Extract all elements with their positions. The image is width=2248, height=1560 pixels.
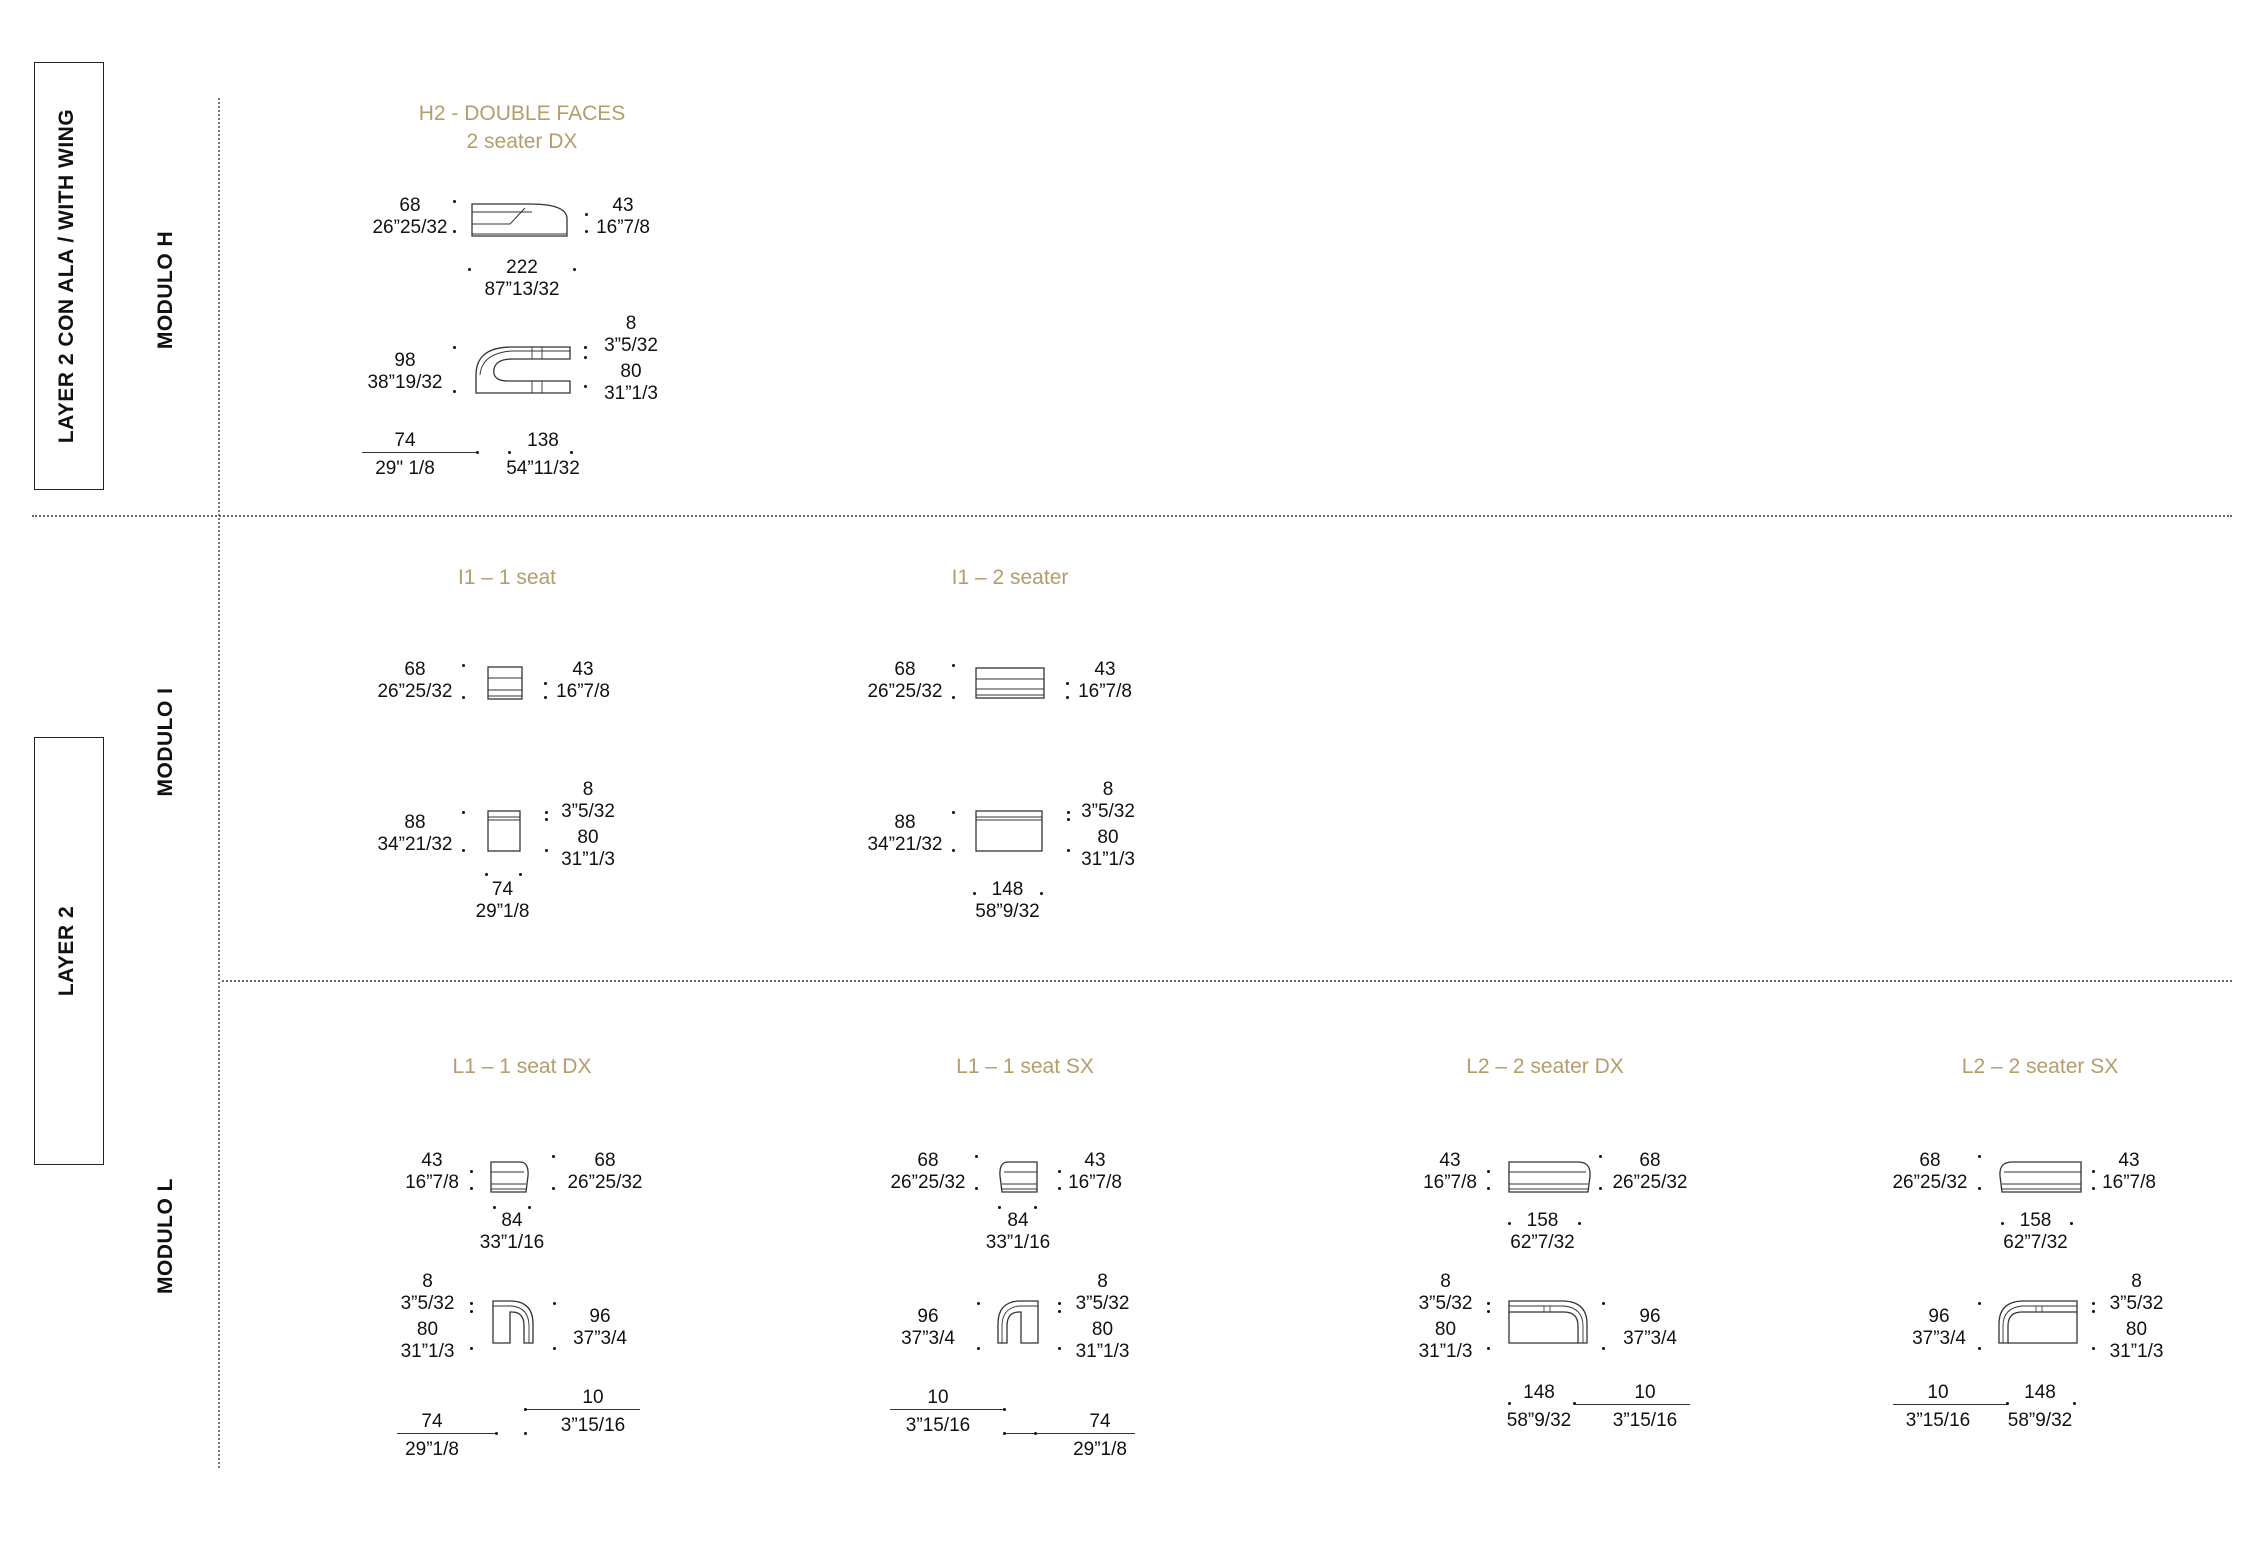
- dim-dot: [462, 811, 465, 814]
- l2-dx-dim-plan-depth: [1605, 1306, 1695, 1350]
- dim-dot: [485, 873, 488, 876]
- dim-inch: 16”7/8: [1078, 681, 1132, 702]
- dim-dot: [977, 1347, 980, 1350]
- dim-cm: 88: [404, 812, 426, 833]
- dim-cm: 68: [404, 659, 426, 680]
- dim-dot: [519, 873, 522, 876]
- dim-dot: [470, 1187, 473, 1190]
- dim-inch: 3”15/16: [905, 1415, 971, 1436]
- dim-inch: 58”9/32: [2007, 1410, 2073, 1431]
- l2-dx-title: L2 – 2 seater DX: [1466, 1055, 1624, 1078]
- module-label-i: MODULO I: [154, 687, 177, 797]
- l2-dx-dim-overhang: [1600, 1382, 1690, 1432]
- vertical-separator: [218, 98, 220, 1468]
- dim-cm: 80: [2125, 1319, 2148, 1340]
- dim-cm: 80: [1097, 827, 1119, 848]
- l1-dx-dim-seat: [380, 1319, 475, 1363]
- dim-inch: 54”11/32: [506, 458, 580, 479]
- dim-cm: 80: [1091, 1319, 1114, 1340]
- dim-dot: [470, 1347, 473, 1350]
- dim-cm: 148: [1523, 1382, 1555, 1403]
- corner-seat-top-view-icon: [997, 1300, 1039, 1344]
- h2-dim-width: [472, 257, 572, 301]
- dim-inch: 26”25/32: [1892, 1172, 1968, 1193]
- dim-inch: 33”1/16: [479, 1232, 545, 1253]
- dim-inch: 3”5/32: [400, 1293, 455, 1314]
- l2-sx-title: L2 – 2 seater SX: [1961, 1055, 2119, 1078]
- l1-sx-dim-plan-depth: [888, 1306, 968, 1350]
- dim-cm: 96: [1639, 1306, 1661, 1327]
- dim-cm: 80: [577, 827, 599, 848]
- dim-cm: 158: [2019, 1210, 2052, 1231]
- dim-cm: 84: [1007, 1210, 1029, 1231]
- dim-cm: 43: [2118, 1150, 2140, 1171]
- i1-2-dim-arm: [1068, 779, 1148, 823]
- dim-inch: 33”1/16: [985, 1232, 1051, 1253]
- h2-dim-depth: [360, 195, 460, 239]
- dim-cm: 96: [589, 1306, 611, 1327]
- dim-inch: 26”25/32: [867, 681, 943, 702]
- dim-inch: 29”1/8: [475, 901, 530, 922]
- separator-h-i: [32, 515, 2232, 517]
- l1-dx-dim-overhang: [548, 1387, 638, 1437]
- dim-cm: 8: [1097, 1271, 1108, 1292]
- l2-sx-dim-plan-depth: [1898, 1306, 1980, 1350]
- dim-cm: 74: [1089, 1411, 1111, 1432]
- dim-dot: [1034, 1206, 1037, 1209]
- dim-cm: 222: [506, 257, 538, 278]
- l1-dx-dim-seat-width: [392, 1411, 472, 1461]
- sofa-top-view-icon: [975, 810, 1043, 852]
- l1-dx-dim-arm: [380, 1271, 475, 1315]
- dim-dot: [975, 1187, 978, 1190]
- h2-title-1: H2 - DOUBLE FACES: [418, 102, 626, 125]
- dim-inch: 16”7/8: [1068, 1172, 1122, 1193]
- h2-dim-arm: [586, 313, 676, 357]
- dim-dot: [462, 849, 465, 852]
- corner-sofa-top-view-icon: [1508, 1300, 1588, 1344]
- dim-dot: [1003, 1432, 1006, 1435]
- dim-cm: 43: [1439, 1150, 1461, 1171]
- dim-dot: [453, 200, 456, 203]
- dim-dot: [952, 696, 955, 699]
- corner-sofa-side-view-icon: [1508, 1158, 1592, 1194]
- dim-inch: 31”1/3: [2109, 1341, 2164, 1362]
- dim-cm: 96: [1928, 1306, 1950, 1327]
- dim-inch: 62”7/32: [1510, 1232, 1575, 1253]
- sofa-side-view-icon: [975, 667, 1045, 699]
- i1-1-dim-depth: [365, 659, 465, 703]
- h2-dim-body: [495, 430, 591, 480]
- dim-cm: 43: [1084, 1150, 1106, 1171]
- h2-title-2: 2 seater DX: [466, 130, 578, 153]
- dim-dot: [1487, 1347, 1490, 1350]
- l2-sx-dim-depth: [1880, 1150, 1980, 1194]
- seat-top-view-icon: [487, 810, 521, 852]
- dim-cm: 8: [2131, 1271, 2142, 1292]
- dim-dot: [1487, 1310, 1490, 1313]
- dim-dot: [528, 1206, 531, 1209]
- dim-inch: 3”15/16: [1612, 1410, 1678, 1431]
- dim-dot: [1602, 1302, 1605, 1305]
- l2-sx-dim-overhang: [1893, 1382, 1983, 1432]
- dim-cm: 8: [422, 1271, 433, 1292]
- dim-cm: 148: [2024, 1382, 2056, 1403]
- dim-dot: [1487, 1302, 1490, 1305]
- dim-dot: [977, 1302, 980, 1305]
- l1-sx-dim-seat: [1060, 1319, 1145, 1363]
- dim-dot: [468, 268, 471, 271]
- dim-dot: [952, 811, 955, 814]
- dim-inch: 62”7/32: [2003, 1232, 2068, 1253]
- layer-label-bottom: LAYER 2: [55, 905, 78, 997]
- dim-inch: 26”25/32: [1612, 1172, 1688, 1193]
- dim-dot: [462, 696, 465, 699]
- l1-sx-dim-arm: [1060, 1271, 1145, 1315]
- dim-inch: 26”25/32: [372, 217, 448, 238]
- dim-inch: 3”5/32: [1075, 1293, 1130, 1314]
- dim-inch: 29”1/8: [405, 1439, 459, 1460]
- dim-inch: 58”9/32: [975, 901, 1040, 922]
- dim-dot: [1487, 1170, 1490, 1173]
- i1-1-dim-height: [548, 659, 618, 703]
- dim-inch: 31”1/3: [561, 849, 615, 870]
- dim-inch: 16”7/8: [556, 681, 610, 702]
- dim-dot: [573, 268, 576, 271]
- dim-cm: 96: [917, 1306, 939, 1327]
- dim-cm: 158: [1526, 1210, 1559, 1231]
- i1-1-dim-width: [455, 879, 550, 923]
- dim-dot: [524, 1408, 527, 1411]
- i1-2-dim-width: [960, 879, 1055, 923]
- dim-inch: 34”21/32: [867, 834, 943, 855]
- corner-sofa-top-view-icon: [1998, 1300, 2078, 1344]
- corner-seat-side-view-icon: [998, 1158, 1038, 1194]
- dim-inch: 38”19/32: [367, 372, 443, 393]
- dim-inch: 31”1/3: [400, 1341, 455, 1362]
- dim-inch: 29" 1/8: [375, 458, 435, 479]
- dim-cm: 80: [620, 361, 642, 382]
- dim-dot: [1978, 1347, 1981, 1350]
- dim-cm: 68: [917, 1150, 939, 1171]
- dim-inch: 16”7/8: [405, 1172, 459, 1193]
- dim-inch: 3”5/32: [1418, 1293, 1473, 1314]
- dim-inch: 3”5/32: [561, 801, 615, 822]
- dim-inch: 58”9/32: [1506, 1410, 1572, 1431]
- l2-dx-dim-height: [1405, 1150, 1495, 1194]
- dim-dot: [453, 346, 456, 349]
- l2-sx-dim-height: [2094, 1150, 2164, 1194]
- dim-dot: [544, 682, 547, 685]
- sofa-top-view-icon: [472, 345, 572, 395]
- dim-cm: 43: [1094, 659, 1116, 680]
- dim-cm: 8: [582, 779, 594, 800]
- i1-2-title: I1 – 2 seater: [951, 566, 1069, 589]
- l1-sx-dim-width: [968, 1210, 1068, 1254]
- dim-inch: 37”3/4: [573, 1328, 627, 1349]
- dim-cm: 74: [421, 1411, 443, 1432]
- dim-dot: [495, 1432, 498, 1435]
- dim-inch: 37”3/4: [1912, 1328, 1966, 1349]
- separator-i-l: [222, 980, 2232, 982]
- l2-sx-dim-seat: [2094, 1319, 2179, 1363]
- l2-sx-dim-arm: [2094, 1271, 2179, 1315]
- dim-cm: 43: [572, 659, 594, 680]
- dim-inch: 37”3/4: [901, 1328, 955, 1349]
- dim-inch: 3”5/32: [2109, 1293, 2164, 1314]
- dim-dot: [470, 1310, 473, 1313]
- l2-dx-dim-arm: [1398, 1271, 1493, 1315]
- dim-dot: [1003, 1408, 1006, 1411]
- dim-inch: 26”25/32: [890, 1172, 966, 1193]
- l2-dx-dim-seat: [1398, 1319, 1493, 1363]
- l1-dx-title: L1 – 1 seat DX: [452, 1055, 592, 1078]
- l2-sx-dim-width: [1988, 1210, 2083, 1254]
- dim-cm: 68: [1639, 1150, 1661, 1171]
- dim-cm: 138: [527, 430, 559, 451]
- l2-sx-dim-seat-width: [1995, 1382, 2085, 1432]
- dim-dot: [1066, 682, 1069, 685]
- l1-sx-dim-seat-width: [1060, 1411, 1140, 1461]
- dim-dot: [544, 696, 547, 699]
- dim-inch: 87”13/32: [484, 279, 560, 300]
- corner-sofa-side-view-icon: [1998, 1158, 2082, 1194]
- dim-dot: [1034, 1432, 1037, 1435]
- h2-dim-wing: [365, 430, 445, 480]
- l2-dx-dim-width: [1495, 1210, 1590, 1254]
- dim-inch: 3”15/16: [560, 1415, 626, 1436]
- dim-dot: [952, 849, 955, 852]
- dim-dot: [1066, 696, 1069, 699]
- dim-cm: 10: [582, 1387, 604, 1408]
- dim-dot: [476, 451, 479, 454]
- dim-dot: [493, 1206, 496, 1209]
- dim-inch: 26”25/32: [567, 1172, 643, 1193]
- l2-dx-dim-seat-width: [1494, 1382, 1584, 1432]
- dim-cm: 8: [1102, 779, 1114, 800]
- dim-cm: 84: [501, 1210, 523, 1231]
- dim-cm: 10: [1927, 1382, 1949, 1403]
- l1-dx-dim-width: [462, 1210, 562, 1254]
- dim-cm: 68: [894, 659, 916, 680]
- i1-2-dim-height: [1070, 659, 1140, 703]
- dim-dot: [453, 230, 456, 233]
- dim-inch: 31”1/3: [1418, 1341, 1473, 1362]
- dim-inch: 3”5/32: [604, 335, 658, 356]
- dim-cm: 148: [991, 879, 1024, 900]
- dim-inch: 34”21/32: [377, 834, 453, 855]
- i1-1-dim-seat: [548, 827, 628, 871]
- l1-sx-dim-overhang: [893, 1387, 983, 1437]
- dim-inch: 31”1/3: [1081, 849, 1135, 870]
- l1-dx-dim-depth: [555, 1150, 655, 1194]
- dim-cm: 80: [416, 1319, 439, 1340]
- h2-dim-height: [588, 195, 658, 239]
- dim-cm: 8: [1440, 1271, 1451, 1292]
- dim-cm: 68: [594, 1150, 616, 1171]
- l1-sx-dim-height: [1060, 1150, 1130, 1194]
- dim-cm: 10: [927, 1387, 949, 1408]
- l1-dx-dim-height: [388, 1150, 476, 1194]
- dim-inch: 26”25/32: [377, 681, 453, 702]
- sofa-side-view-icon: [470, 198, 570, 238]
- dim-inch: 16”7/8: [1423, 1172, 1477, 1193]
- module-label-h: MODULO H: [154, 230, 177, 350]
- dim-cm: 80: [1434, 1319, 1457, 1340]
- dim-cm: 98: [394, 350, 416, 371]
- dim-cm: 68: [399, 195, 421, 216]
- i1-1-title: I1 – 1 seat: [457, 566, 557, 589]
- i1-2-dim-depth: [855, 659, 955, 703]
- dim-dot: [453, 390, 456, 393]
- dim-cm: 74: [394, 430, 416, 451]
- dim-dot: [1978, 1302, 1981, 1305]
- module-label-l: MODULO L: [154, 1178, 177, 1294]
- i1-1-dim-plan-depth: [365, 812, 465, 856]
- dim-dot: [975, 1155, 978, 1158]
- dim-dot: [1487, 1187, 1490, 1190]
- corner-seat-side-view-icon: [490, 1158, 530, 1194]
- dim-inch: 3”15/16: [1905, 1410, 1971, 1431]
- i1-2-dim-plan-depth: [855, 812, 955, 856]
- dim-dot: [952, 664, 955, 667]
- dim-cm: 43: [421, 1150, 443, 1171]
- dim-dot: [524, 1432, 527, 1435]
- layer-label-top: LAYER 2 CON ALA / WITH WING: [55, 108, 78, 444]
- dim-cm: 8: [625, 313, 637, 334]
- i1-2-dim-seat: [1068, 827, 1148, 871]
- dim-cm: 68: [1919, 1150, 1941, 1171]
- dim-dot: [1978, 1155, 1981, 1158]
- dim-cm: 74: [491, 879, 514, 900]
- dim-inch: 3”5/32: [1081, 801, 1135, 822]
- dim-inch: 31”1/3: [1075, 1341, 1130, 1362]
- dim-inch: 31”1/3: [604, 383, 658, 404]
- dim-inch: 29”1/8: [1073, 1439, 1127, 1460]
- dim-inch: 37”3/4: [1623, 1328, 1677, 1349]
- corner-seat-top-view-icon: [492, 1300, 534, 1344]
- l1-sx-dim-depth: [878, 1150, 978, 1194]
- dim-dot: [998, 1206, 1001, 1209]
- l2-dx-dim-depth: [1600, 1150, 1700, 1194]
- seat-side-view-icon: [487, 666, 523, 700]
- dim-dot: [1978, 1187, 1981, 1190]
- l1-sx-title: L1 – 1 seat SX: [956, 1055, 1094, 1078]
- dim-dot: [470, 1170, 473, 1173]
- h2-dim-seat-depth: [586, 361, 676, 405]
- dim-dot: [553, 1302, 556, 1305]
- dim-cm: 88: [894, 812, 916, 833]
- i1-1-dim-arm: [548, 779, 628, 823]
- l1-dx-dim-plan-depth: [555, 1306, 645, 1350]
- dim-dot: [462, 664, 465, 667]
- dim-cm: 10: [1634, 1382, 1656, 1403]
- dim-inch: 16”7/8: [596, 217, 650, 238]
- dim-dot: [470, 1302, 473, 1305]
- h2-dim-plan-depth: [355, 350, 455, 394]
- dim-inch: 16”7/8: [2102, 1172, 2156, 1193]
- dim-cm: 43: [612, 195, 634, 216]
